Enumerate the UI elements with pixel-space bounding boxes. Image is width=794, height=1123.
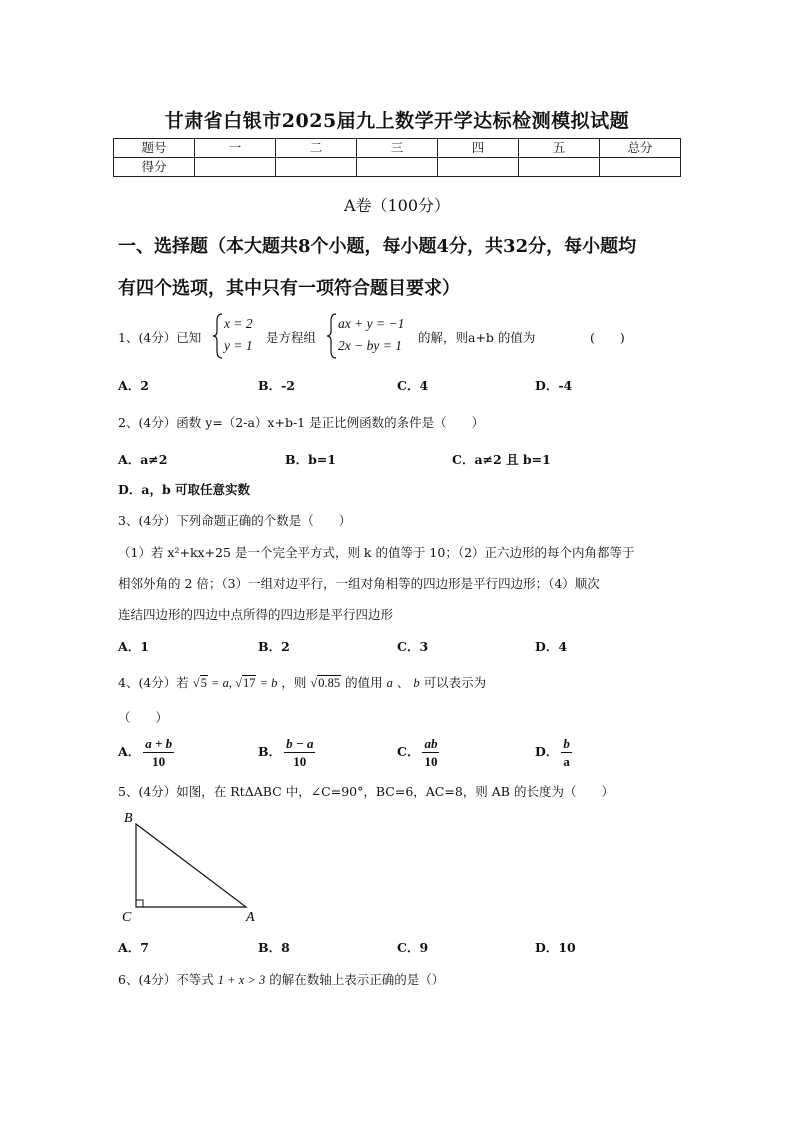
right-triangle-figure — [118, 808, 268, 928]
right-angle-mark — [136, 900, 143, 907]
score-table-score-row — [114, 158, 681, 177]
q1-system2-eq1: ax + y = −1 — [338, 316, 405, 331]
q2-option-c[interactable]: C．a≠2 且 b=1 — [452, 452, 551, 467]
score-header-cell: 三 — [357, 139, 438, 158]
q4-option-d-fraction — [561, 735, 572, 770]
q2-option-a[interactable]: A．a≠2 — [118, 452, 168, 467]
q1-option-d[interactable]: D．-4 — [535, 378, 573, 393]
q5-option-b[interactable]: B．8 — [258, 940, 290, 955]
q4-eq2: = b — [256, 676, 278, 690]
score-header-cell: 二 — [276, 139, 357, 158]
fraction-numerator: b — [563, 736, 570, 751]
q3-option-d[interactable]: D．4 — [535, 639, 568, 654]
q4-option-d[interactable] — [535, 735, 575, 770]
score-input-cell[interactable] — [195, 158, 276, 177]
q3-option-c[interactable]: C．3 — [397, 639, 429, 654]
q1-system2-eq2: 2x − by = 1 — [338, 338, 402, 353]
q4-option-d-label: D． — [535, 744, 559, 759]
vertex-label-a: A — [246, 910, 255, 925]
q6-prefix: 6、(4分）不等式 — [118, 972, 214, 987]
fraction-numerator: ab — [424, 736, 438, 751]
q3-line1: （1）若 x²+kx+25 是一个完全平方式，则 k 的值等于 10；（2）正六边形的每个内角都等于 — [118, 545, 635, 560]
fraction-denominator: 10 — [293, 754, 307, 769]
score-input-cell[interactable] — [438, 158, 519, 177]
q4-mid: ，则 — [281, 675, 307, 690]
q1-option-b[interactable]: B．-2 — [258, 378, 295, 393]
q6-stem — [118, 970, 444, 988]
fraction-numerator: a + b — [145, 736, 173, 751]
sqrt-icon: √ — [192, 676, 200, 690]
q2-option-b[interactable]: B．b=1 — [285, 452, 336, 467]
paper-part-heading: A卷（100分） — [343, 196, 451, 215]
q6-suffix: 的解在数轴上表示正确的是（） — [269, 972, 445, 987]
section-heading-line1: 一、选择题（本大题共8个小题，每小题4分，共32分，每小题均 — [118, 236, 637, 257]
q4-radicand-2: 17 — [242, 676, 256, 690]
q4-var-a: a — [386, 676, 393, 690]
q1-brace-icon — [212, 313, 224, 359]
fraction-denominator: 10 — [424, 754, 438, 769]
q5-option-d[interactable]: D．10 — [535, 940, 576, 955]
q4-sep: 、 — [396, 675, 410, 690]
score-header-cell: 一 — [195, 139, 276, 158]
score-row-label: 得分 — [114, 158, 195, 177]
q1-answer-paren: ( ) — [590, 330, 625, 345]
score-input-cell[interactable] — [276, 158, 357, 177]
q4-radicand-3: 0.85 — [318, 676, 341, 690]
q4-answer-paren: （ ） — [118, 710, 169, 725]
q1-system2 — [338, 313, 404, 357]
q6-inequality: 1 + x > 3 — [217, 973, 266, 987]
score-input-cell[interactable] — [519, 158, 600, 177]
q4-option-c-fraction — [422, 735, 439, 770]
q4-option-a-label: A． — [118, 744, 141, 759]
q5-option-c[interactable]: C．9 — [397, 940, 429, 955]
q2-stem: 2、(4分）函数 y=（2-a）x+b-1 是正比例函数的条件是（ ） — [118, 415, 485, 430]
q1-prefix: 1、(4分）已知 — [118, 330, 202, 345]
q4-option-c[interactable] — [397, 735, 442, 770]
score-header-cell: 五 — [519, 139, 600, 158]
q1-suffix: 的解，则a+b 的值为 — [418, 330, 536, 345]
q4-suffix: 的值用 — [345, 675, 383, 690]
q3-option-b[interactable]: B．2 — [258, 639, 290, 654]
q3-line3: 连结四边形的四边中点所得的四边形是平行四边形 — [118, 607, 394, 622]
sqrt-icon: √ — [235, 676, 242, 690]
score-input-cell[interactable] — [357, 158, 438, 177]
q4-option-a[interactable] — [118, 735, 177, 770]
q4-stem — [118, 673, 486, 691]
score-table-header-row — [114, 139, 681, 158]
vertex-label-c: C — [122, 910, 132, 925]
q4-option-a-fraction — [143, 735, 174, 770]
q1-system1-eq2: y = 1 — [224, 338, 253, 353]
score-header-cell: 四 — [438, 139, 519, 158]
q4-var-b: b — [413, 676, 420, 690]
triangle-abc-shape — [136, 824, 246, 907]
q1-mid: 是方程组 — [266, 330, 317, 345]
sqrt-icon: √ — [310, 676, 318, 690]
q5-stem: 5、(4分）如图，在 RtΔABC 中，∠C=90°，BC=6，AC=8，则 AB 的长度为（ ） — [118, 784, 614, 799]
score-header-cell: 总分 — [600, 139, 681, 158]
q3-line2: 相邻外角的 2 倍；（3）一组对边平行，一组对角相等的四边形是平行四边形；（4）顺次 — [118, 576, 600, 591]
q1-system1-eq1: x = 2 — [224, 316, 253, 331]
q4-option-c-label: C． — [397, 744, 420, 759]
q4-radicand-1: 5 — [200, 676, 207, 690]
q2-option-d[interactable]: D．a，b 可取任意实数 — [118, 482, 251, 497]
q5-option-a[interactable]: A．7 — [118, 940, 149, 955]
q1-option-a[interactable]: A．2 — [118, 378, 149, 393]
fraction-numerator: b − a — [286, 736, 314, 751]
score-input-cell[interactable] — [600, 158, 681, 177]
q4-eq1: = a, — [207, 676, 236, 690]
q1-option-c[interactable]: C．4 — [397, 378, 429, 393]
vertex-label-b: B — [124, 811, 133, 826]
q4-suffix2: 可以表示为 — [423, 675, 487, 690]
fraction-denominator: a — [563, 754, 570, 769]
fraction-denominator: 10 — [152, 754, 166, 769]
q3-stem: 3、(4分）下列命题正确的个数是（ ） — [118, 513, 352, 528]
q3-option-a[interactable]: A．1 — [118, 639, 149, 654]
score-table — [113, 138, 681, 177]
exam-title: 甘肃省白银市2025届九上数学开学达标检测模拟试题 — [164, 110, 630, 132]
section-heading-line2: 有四个选项，其中只有一项符合题目要求） — [118, 278, 460, 299]
q1-system1 — [224, 313, 253, 357]
q4-option-b-label: B． — [258, 744, 282, 759]
q4-option-b[interactable] — [258, 735, 318, 770]
score-header-cell: 题号 — [114, 139, 195, 158]
q4-prefix: 4、(4分）若 — [118, 675, 189, 690]
q4-option-b-fraction — [284, 735, 315, 770]
q1-brace2-icon — [326, 313, 338, 359]
